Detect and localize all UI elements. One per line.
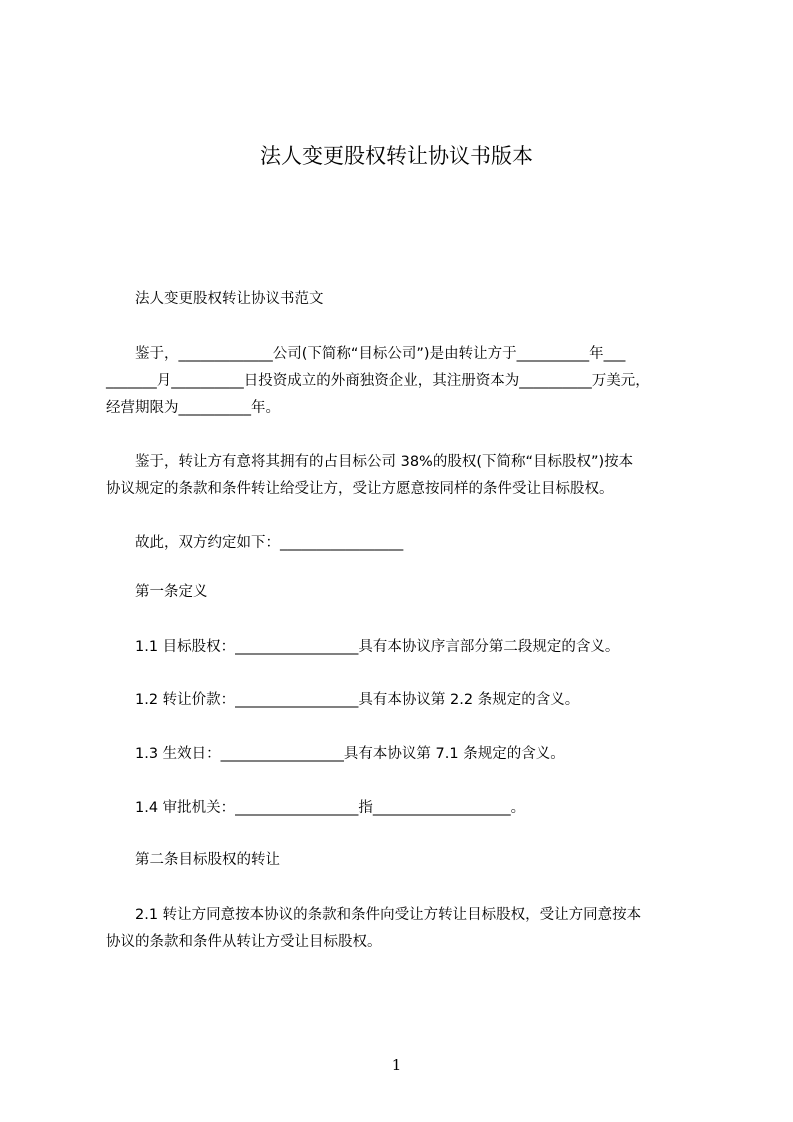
- clause-2-1-line-2: 协议的条款和条件从转让方受让目标股权。: [106, 934, 382, 950]
- document-title: 法人变更股权转让协议书版本: [260, 144, 533, 168]
- paragraph-agreement: 故此，双方约定如下：_________________: [135, 535, 404, 551]
- paragraph-recital-2-line-2: 协议规定的条款和条件转让给受让方，受让方愿意按同样的条件受让目标股权。: [106, 481, 614, 497]
- definition-1-2: 1.2 转让价款：_________________具有本协议第 2.2 条规定的含义。: [135, 692, 580, 708]
- clause-2-1-line-1: 2.1 转让方同意按本协议的条款和条件向受让方转让目标股权，受让方同意按本: [135, 907, 642, 923]
- definition-1-4: 1.4 审批机关：_________________指___________________。: [135, 800, 526, 816]
- paragraph-recital-1-line-2: _______月__________日投资成立的外商独资企业，其注册资本为__________万美元，: [106, 373, 650, 389]
- article-1-heading: 第一条定义: [135, 584, 208, 600]
- paragraph-recital-1-line-3: 经营期限为__________年。: [106, 400, 280, 416]
- definition-1-3: 1.3 生效日：_________________具有本协议第 7.1 条规定的含义。: [135, 746, 565, 762]
- page-number: 1: [391, 1056, 402, 1074]
- definition-1-1: 1.1 目标股权：_________________具有本协议序言部分第二段规定的含义。: [135, 639, 620, 655]
- article-2-heading: 第二条目标股权的转让: [135, 852, 280, 868]
- paragraph-recital-2-line-1: 鉴于，转让方有意将其拥有的占目标公司 38%的股权(下简称“目标股权”)按本: [135, 454, 634, 470]
- paragraph-recital-1-line-1: 鉴于，_____________公司(下简称“目标公司”)是由转让方于__________年___: [135, 346, 626, 362]
- document-subtitle: 法人变更股权转让协议书范文: [135, 291, 324, 307]
